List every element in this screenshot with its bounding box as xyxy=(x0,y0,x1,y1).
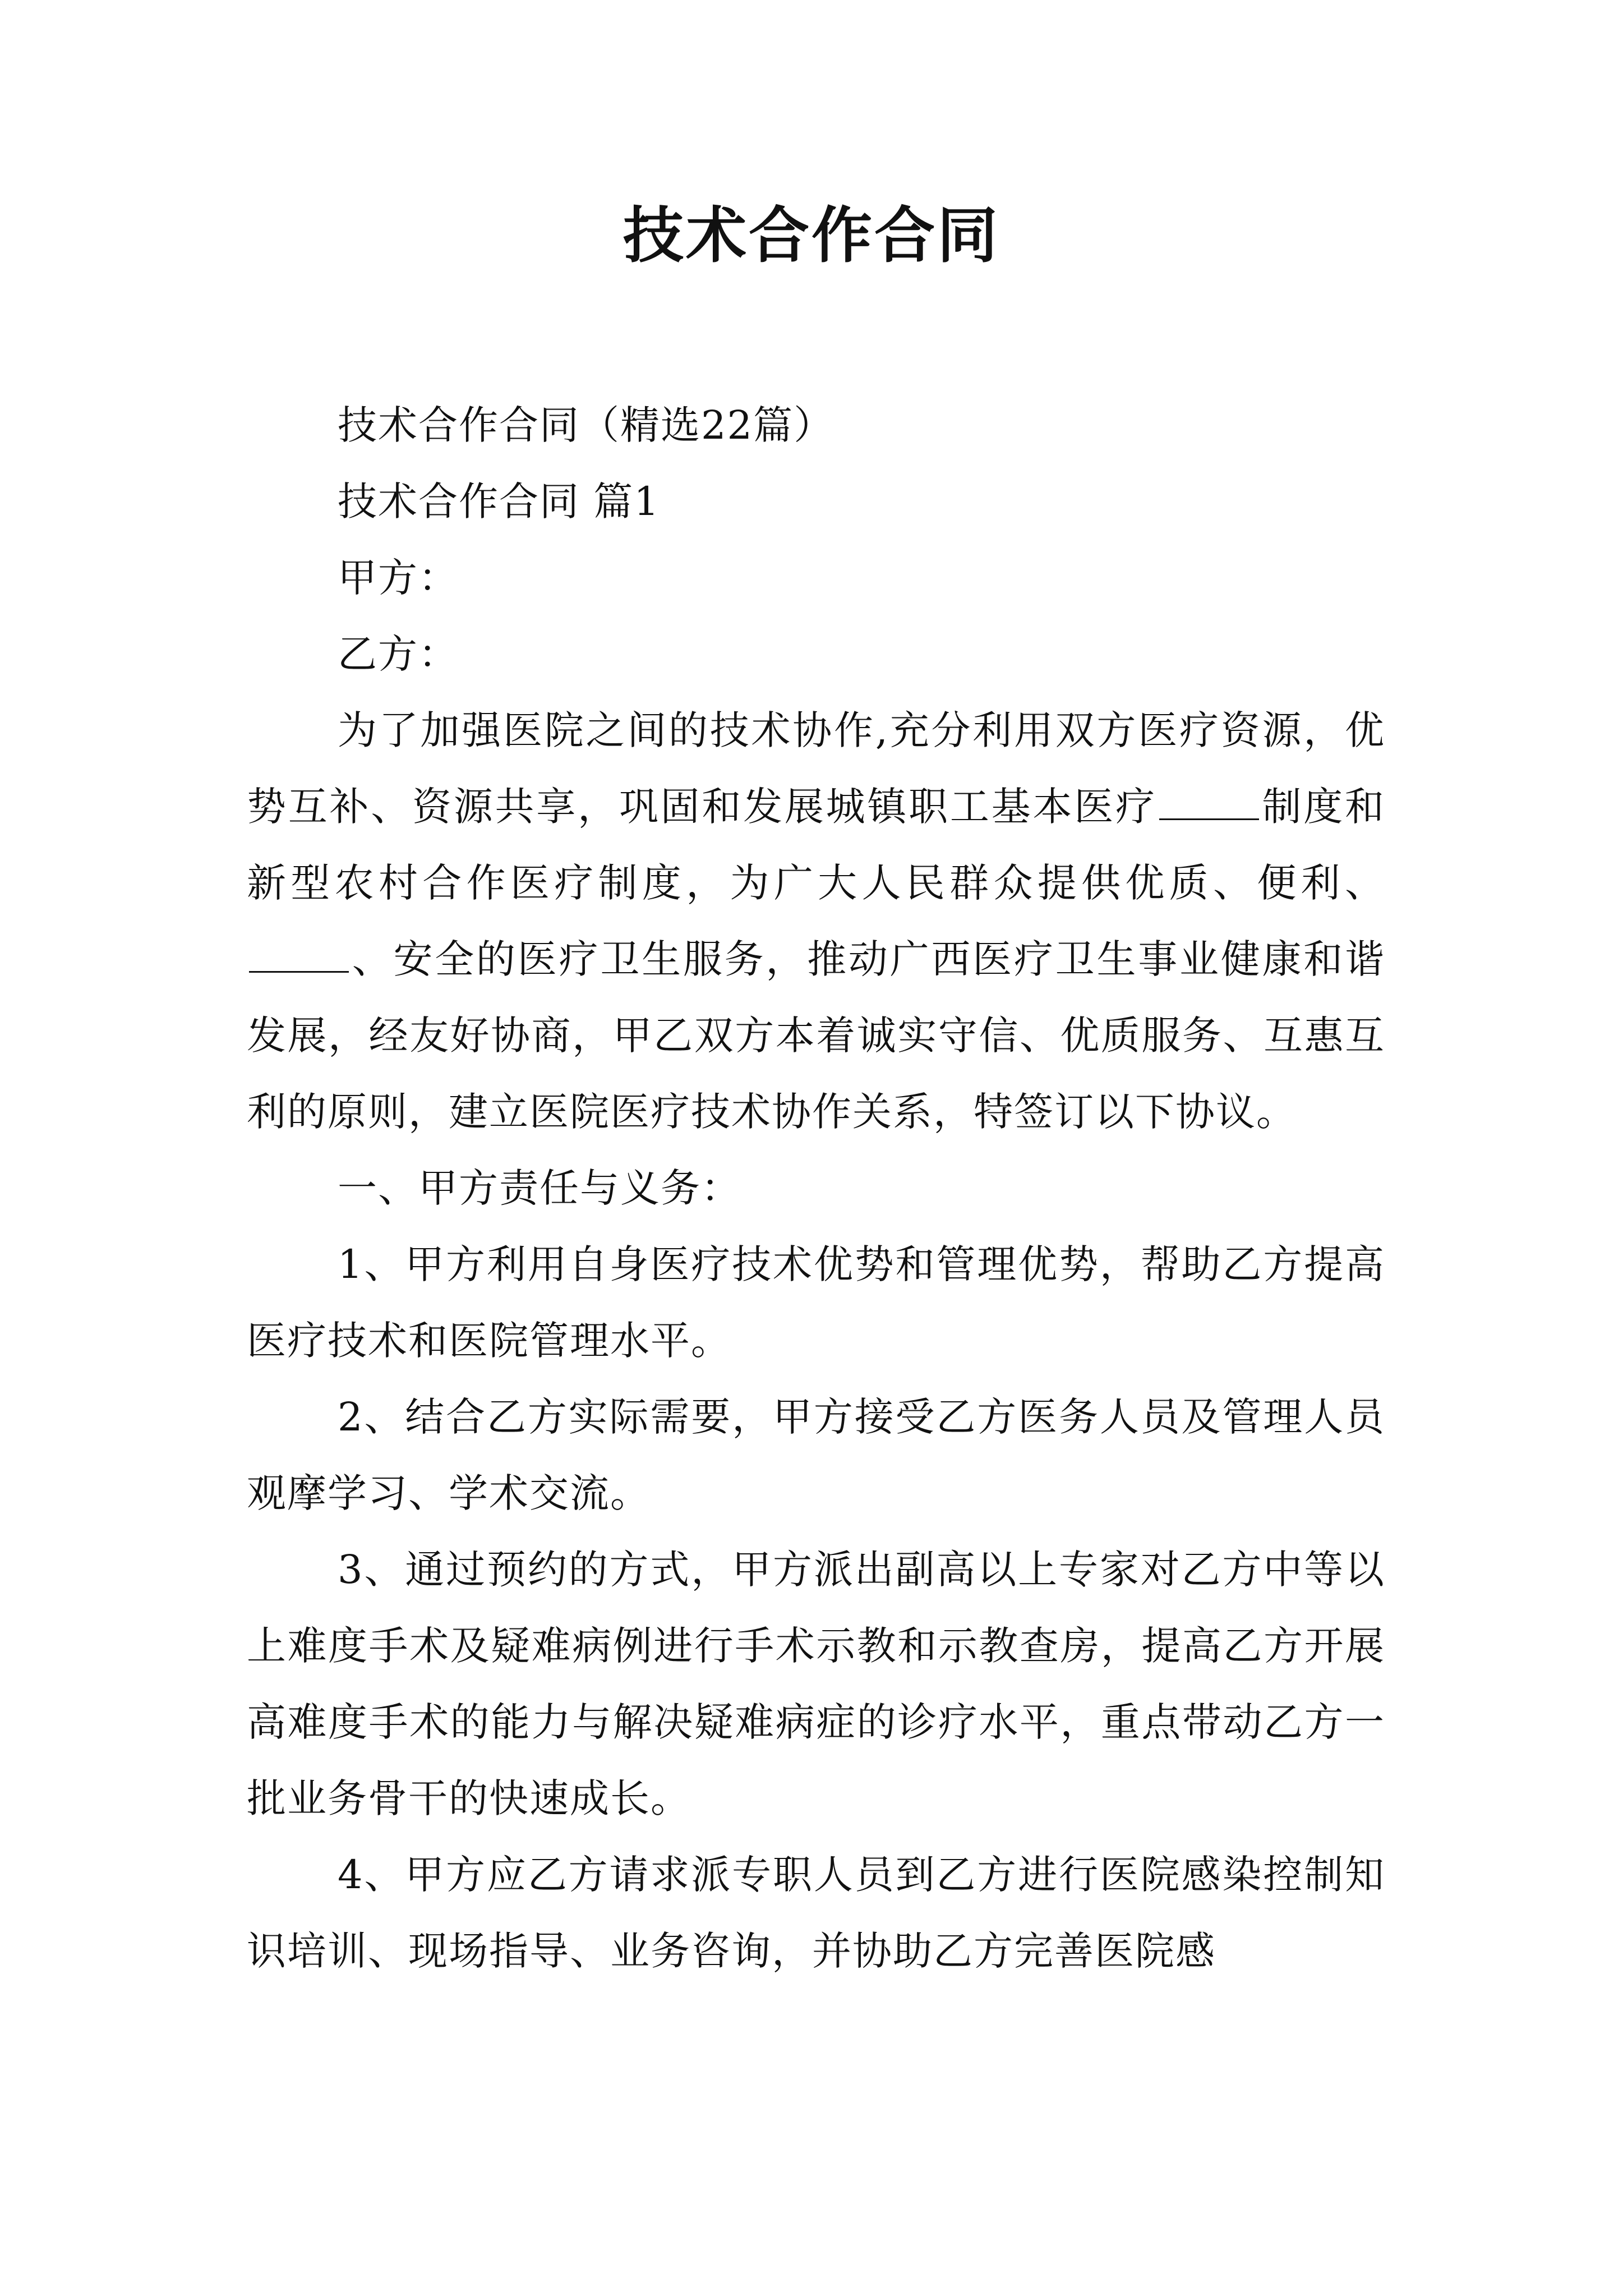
obligation-item-2: 2、结合乙方实际需要，甲方接受乙方医务人员及管理人员观摩学习、学术交流。 xyxy=(247,1394,1385,1516)
document-subtitle: 技术合作合同（精选22篇） xyxy=(338,402,834,448)
obligation-item-1: 1、甲方利用自身医疗技术优势和管理优势，帮助乙方提高医疗技术和医院管理水平。 xyxy=(247,1241,1385,1364)
obligations-heading: 一、甲方责任与义务： xyxy=(338,1165,741,1211)
intro-text-part-1: 为了加强医院之间的技术协作,充分利用双方医疗资源，优势互补、资源共享，巩固和发展城镇职工基本医疗 xyxy=(247,707,1385,830)
intro-text-part-3: 、安全的医疗卫生服务，推动广西医疗卫生事业健康和谐发展，经友好协商，甲乙双方本着诚实守信、优质服务、互惠互利的原则，建立医院医疗技术协作关系，特签订以下协议。 xyxy=(247,936,1385,1135)
party-a-label: 甲方： xyxy=(338,555,459,601)
intro-paragraph xyxy=(247,692,1385,1150)
blank-line-2 xyxy=(249,937,349,973)
obligation-item-4: 4、甲方应乙方请求派专职人员到乙方进行医院感染控制知识培训、现场指导、业务咨询，并协助乙方完善医院感 xyxy=(247,1852,1385,1974)
section-heading: 技术合作合同 篇1 xyxy=(338,478,660,524)
document-body xyxy=(247,387,1385,1989)
intro-text-part-2: 制度和新型农村合作医疗制度，为广大人民群众提供优质、便利、 xyxy=(247,784,1385,906)
party-b-label: 乙方： xyxy=(338,631,459,677)
obligation-item-3: 3、通过预约的方式，甲方派出副高以上专家对乙方中等以上难度手术及疑难病例进行手术示教和示教查房，提高乙方开展高难度手术的能力与解决疑难病症的诊疗水平，重点带动乙方一批业务骨干的快速成长。 xyxy=(247,1547,1385,1821)
blank-line-1 xyxy=(1159,785,1259,820)
document-title: 技术合作合同 xyxy=(623,200,1000,271)
